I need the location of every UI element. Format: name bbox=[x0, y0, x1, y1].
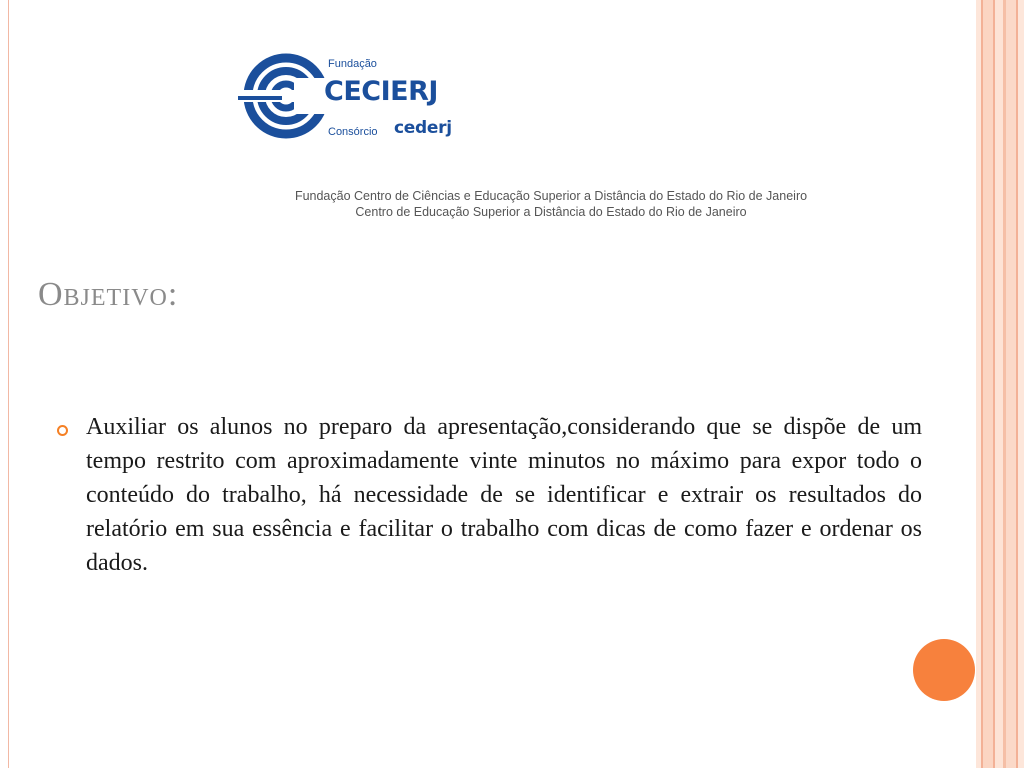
institution-line-2: Centro de Educação Superior a Distância do Estado do Rio de Janeiro bbox=[355, 205, 747, 219]
institution-caption bbox=[240, 188, 862, 220]
logo-fundacao-text: Fundação bbox=[328, 58, 377, 70]
decorative-orange-circle bbox=[913, 639, 975, 701]
cecierj-logo bbox=[238, 52, 468, 144]
bullet-ring-icon bbox=[57, 425, 68, 436]
bullet-text: Auxiliar os alunos no preparo da apresentação,considerando que se dispõe de um tempo restrito com aproximadamente vinte minutos no máximo para expor todo o conteúdo do trabalho, há necessidade de se identificar e extrair os resultados do relatório em sua essência e facilitar o trabalho com dicas de como fazer e ordenar os dados. bbox=[86, 414, 922, 576]
decorative-stripes bbox=[976, 0, 1024, 768]
left-frame-line bbox=[8, 0, 9, 768]
logo-cecierj-text: CECIERJ bbox=[324, 76, 438, 107]
bullet-item bbox=[52, 410, 922, 580]
slide-title: Objetivo: bbox=[38, 276, 179, 313]
cecierj-emblem-icon bbox=[238, 52, 330, 144]
institution-line-1: Fundação Centro de Ciências e Educação Superior a Distância do Estado do Rio de Janeiro bbox=[294, 189, 808, 203]
logo-consorcio-text: Consórcio bbox=[328, 126, 378, 138]
logo-cederj-text: cederj bbox=[394, 118, 452, 138]
